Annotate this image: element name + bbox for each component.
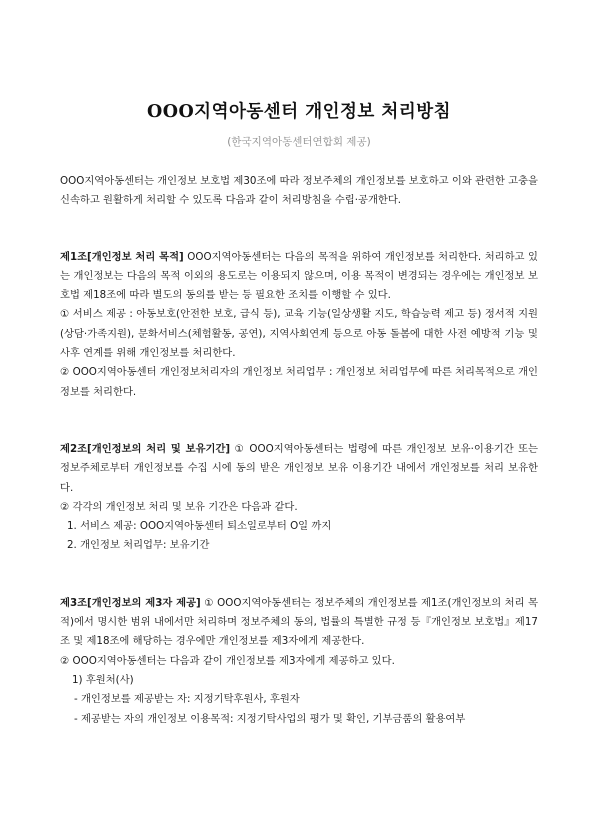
article-3-item-2: ② OOO지역아동센터는 다음과 같이 개인정보를 제3자에게 제공하고 있다.: [60, 654, 395, 667]
article-2-sub-1: 1. 서비스 제공: OOO지역아동센터 퇴소일로부터 O일 까지: [67, 520, 332, 533]
article-2-sub-2: 2. 개인정보 처리업무: 보유기간: [67, 539, 210, 552]
article-2-item-2: ② 각각의 개인정보 처리 및 보유 기간은 다음과 같다.: [60, 500, 298, 513]
article-3-paragraph: [60, 594, 538, 652]
article-3-sub-1: 1) 후원처(사): [72, 673, 134, 686]
article-1-body: OOO지역아동센터는 다음의 목적을 위하여 개인정보를 처리한다. 처리하고 있는 개인정보는 다음의 목적 이외의 용도로는 이용되지 않으며, 이용 목적이 변경되는 경우에는 개인정보 보호법 제18조에 따라 별도의 동의를 받는 등 필요한 조치를 이행할 수 있다.: [60, 250, 538, 302]
article-3-sub-1a: - 개인정보를 제공받는 자: 지정기탁후원사, 후원자: [74, 693, 300, 706]
article-2: [60, 440, 538, 556]
document-subtitle: (한국지역아동센터연합회 제공): [227, 136, 371, 148]
article-2-heading: 제2조[개인정보의 처리 및 보유기간]: [60, 442, 231, 455]
intro-paragraph: OOO지역아동센터는 개인정보 보호법 제30조에 따라 정보주체의 개인정보를 보호하고 이와 관련한 고충을 신속하고 원활하게 처리할 수 있도록 다음과 같이 처리방침을 수립·공개한다.: [60, 175, 538, 207]
article-1-item-2: ② OOO지역아동센터 개인정보처리자의 개인정보 처리업무 : 개인정보 처리업무에 따른 처리목적으로 개인정보를 처리한다.: [60, 366, 538, 398]
article-3-heading: 제3조[개인정보의 제3자 제공]: [60, 596, 201, 609]
article-3-sub-1b: - 제공받는 자의 개인정보 이용목적: 지정기탁사업의 평가 및 확인, 기부금품의 활용여부: [74, 712, 466, 725]
article-3-body: ① OOO지역아동센터는 정보주체의 개인정보를 제1조(개인정보의 처리 목적)에서 명시한 범위 내에서만 처리하며 정보주체의 동의, 법률의 특별한 규정 등『개인정보 보호법』제17조 및 제18조에 해당하는 경우에만 개인정보를 제3자에게 제공한다.: [60, 596, 538, 648]
article-1: [60, 248, 538, 402]
article-2-body: ① OOO지역아동센터는 법령에 따른 개인정보 보유·이용기간 또는 정보주체로부터 개인정보를 수집 시에 동의 받은 개인정보 보유 이용기간 내에서 개인정보를 처리 보유한다.: [60, 442, 538, 494]
document-title: OOO지역아동센터 개인정보 처리방침: [146, 102, 452, 122]
article-3: [60, 594, 538, 729]
article-1-paragraph: [60, 248, 538, 306]
article-1-heading: 제1조[개인정보 처리 목적]: [60, 250, 184, 263]
article-1-item-1: ① 서비스 제공 : 아동보호(안전한 보호, 급식 등), 교육 기능(일상생활 지도, 학습능력 제고 등) 정서적 지원(상담·가족지원), 문화서비스(체험활동, 공연), 지역사회연계 등으로 아동 돌봄에 대한 사전 예방적 기능 및 사후 연계를 위해 개인정보를 처리한다.: [60, 308, 538, 360]
article-2-paragraph: [60, 440, 538, 498]
